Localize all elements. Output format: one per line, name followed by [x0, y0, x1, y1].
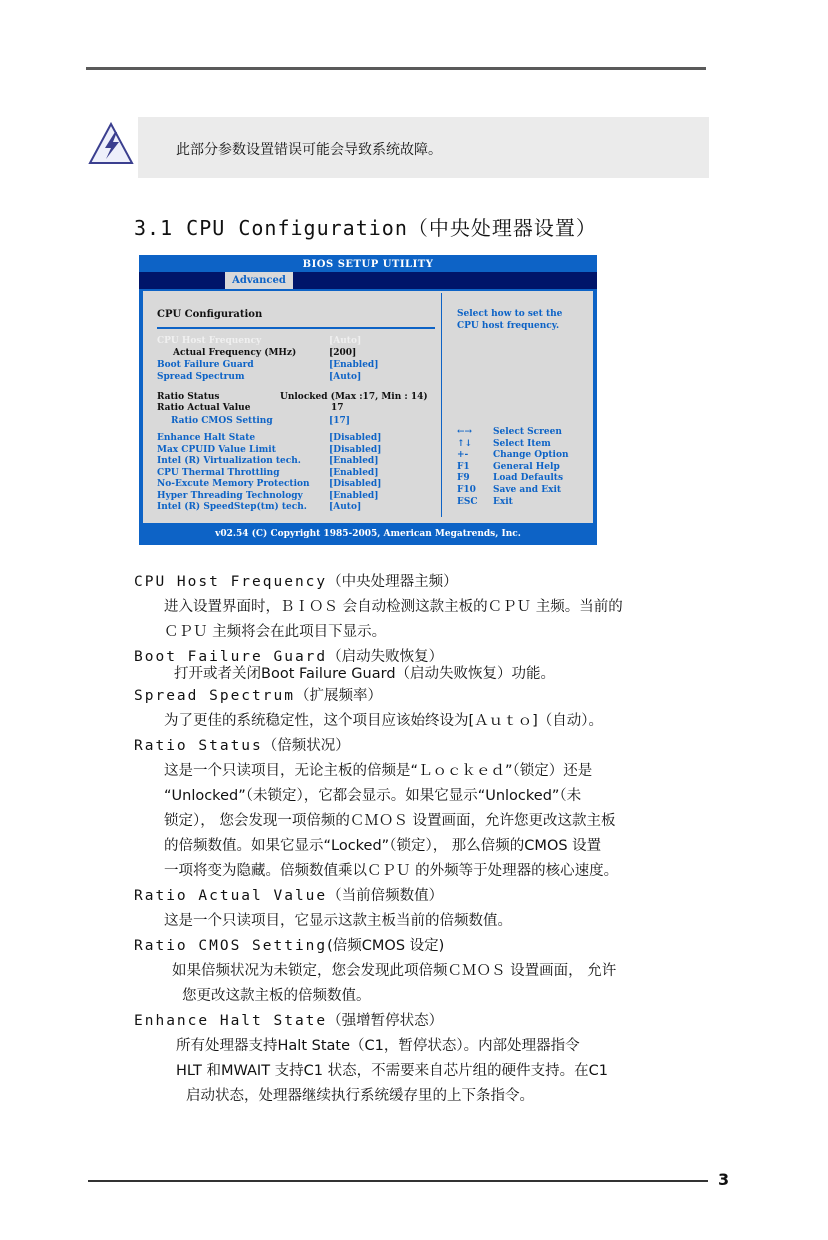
bios-tab-advanced[interactable]: Advanced — [225, 272, 293, 289]
body-line: 这是一个只读项目，无论主板的倍频是“Ｌｏｃｋｅｄ”（锁定）还是 — [164, 763, 593, 779]
body-line: 进入设置界面时，ＢＩＯＳ 会自动检测这款主板的ＣＰＵ 主频。当前的 — [164, 599, 623, 615]
key-row — [457, 450, 569, 462]
bios-row-label: Ratio Status — [157, 392, 220, 402]
term-heading — [134, 934, 444, 955]
bios-row-value[interactable]: [Auto] — [329, 502, 362, 512]
bios-row-label[interactable]: Intel (R) SpeedStep(tm) tech. — [157, 502, 307, 512]
bios-footer: v02.54 (C) Copyright 1985-2005, American Megatrends, Inc. — [215, 529, 521, 539]
term-name: Enhance Halt State — [134, 1013, 328, 1029]
term-title: （扩展频率） — [294, 688, 382, 704]
body-line: 所有处理器支持Halt State（C1，暂停状态）。内部处理器指令 — [176, 1038, 580, 1054]
bios-row-value[interactable]: [Disabled] — [329, 445, 382, 455]
body-line: 如果倍频状况为未锁定，您会发现此项倍频ＣＭＯＳ 设置画面， 允许 — [172, 963, 617, 979]
key-label: F10 — [457, 484, 476, 495]
key-desc: Exit — [493, 496, 513, 507]
term-heading — [134, 734, 350, 755]
key-desc: Load Defaults — [493, 473, 564, 484]
body-line: 锁定）， 您会发现一项倍频的ＣＭＯＳ 设置画面，允许您更改这款主板 — [164, 813, 616, 829]
body-line: “Unlocked”（未锁定），它都会显示。如果它显示“Unlocked”（未 — [164, 788, 582, 804]
bios-row-label[interactable]: Enhance Halt State — [157, 433, 256, 443]
term-heading — [134, 884, 443, 905]
bios-row-value[interactable]: [Auto] — [329, 372, 362, 382]
section-title: 3.1 CPU Configuration（中央处理器设置） — [134, 216, 597, 240]
key-label: F9 — [457, 473, 470, 484]
bios-tabbar-left — [139, 272, 225, 289]
key-label: F1 — [457, 461, 470, 472]
bios-row-value: 17 — [331, 403, 344, 413]
bios-row-value[interactable]: [Enabled] — [329, 456, 379, 466]
bios-row-value: [200] — [329, 348, 357, 358]
key-row — [457, 439, 569, 451]
bios-row-label[interactable]: Boot Failure Guard — [157, 360, 254, 370]
top-rule — [86, 67, 706, 70]
term-heading — [134, 1009, 443, 1030]
term-title: （中央处理器主频） — [327, 574, 458, 590]
bios-row-label: Actual Frequency (MHz) — [173, 348, 297, 358]
term-title: （强增暂停状态） — [327, 1013, 444, 1029]
term-name: Boot Failure Guard — [134, 649, 328, 665]
bios-row-label[interactable]: CPU Host Frequency — [157, 336, 262, 346]
key-row — [457, 427, 569, 439]
term-name: Ratio CMOS Setting — [134, 938, 328, 954]
body-line: 您更改这款主板的倍频数值。 — [182, 988, 371, 1004]
term-heading — [134, 570, 458, 591]
term-heading — [134, 684, 382, 705]
page-number: 3 — [718, 1170, 730, 1189]
body-line: 一项将变为隐藏。倍频数值乘以ＣＰＵ 的外频等于处理器的核心速度。 — [164, 863, 619, 879]
bios-row-value[interactable]: [Enabled] — [329, 468, 379, 478]
bios-title: BIOS SETUP UTILITY — [302, 259, 434, 270]
bios-tabbar-right — [293, 272, 597, 289]
key-row — [457, 473, 569, 485]
bios-heading-rule — [157, 327, 435, 329]
bios-row-value[interactable]: [Enabled] — [329, 360, 379, 370]
key-row — [457, 462, 569, 474]
bios-row-label[interactable]: Max CPUID Value Limit — [157, 445, 276, 455]
warning-lightning-icon — [88, 121, 134, 167]
bios-row-label[interactable]: No-Excute Memory Protection — [157, 479, 310, 489]
bios-row-label[interactable]: CPU Thermal Throttling — [157, 468, 280, 478]
body-line: 打开或者关闭Boot Failure Guard（启动失败恢复）功能。 — [174, 666, 556, 682]
bios-heading: CPU Configuration — [157, 309, 263, 320]
key-label: ←→ — [457, 427, 473, 437]
warning-text: 此部分参数设置错误可能会导致系统故障。 — [176, 142, 442, 158]
body-line: HLT 和MWAIT 支持C1 状态，不需要来自芯片组的硬件支持。在C1 — [176, 1063, 608, 1079]
body-line: ＣＰＵ 主频将会在此项目下显示。 — [164, 624, 387, 640]
key-label: ESC — [457, 496, 478, 507]
key-desc: Change Option — [493, 450, 569, 461]
bios-row-label[interactable]: Intel (R) Virtualization tech. — [157, 456, 301, 466]
bios-row-label: Ratio Actual Value — [157, 403, 251, 413]
bios-help-text: Select how to set the CPU host frequency. — [457, 309, 563, 331]
bios-row-value: Unlocked (Max :17, Min : 14) — [280, 392, 428, 402]
term-name: CPU Host Frequency — [134, 574, 328, 590]
key-label: +- — [457, 450, 469, 461]
term-title: （倍频状况） — [262, 738, 350, 754]
bios-row-value[interactable]: [Enabled] — [329, 491, 379, 501]
bios-screenshot — [139, 255, 597, 545]
term-name: Spread Spectrum — [134, 688, 295, 704]
bios-row-value[interactable]: [17] — [329, 416, 351, 426]
key-row — [457, 485, 569, 497]
key-desc: General Help — [493, 461, 560, 472]
term-name: Ratio Actual Value — [134, 888, 328, 904]
key-desc: Save and Exit — [493, 484, 562, 495]
body-line: 这是一个只读项目，它显示这款主板当前的倍频数值。 — [164, 913, 512, 929]
bottom-rule — [88, 1180, 708, 1182]
bios-row-value[interactable]: [Disabled] — [329, 433, 382, 443]
key-desc: Select Screen — [493, 427, 562, 437]
bios-row-value[interactable]: [Auto] — [329, 336, 362, 346]
key-label: ↑↓ — [457, 438, 473, 449]
body-line: 的倍频数值。如果它显示“Locked”（锁定）， 那么倍频的CMOS 设置 — [164, 838, 602, 854]
term-title: （当前倍频数值） — [327, 888, 444, 904]
key-desc: Select Item — [493, 438, 551, 449]
bios-row-label[interactable]: Ratio CMOS Setting — [171, 416, 273, 426]
bios-row-label[interactable]: Spread Spectrum — [157, 372, 245, 382]
term-name: Ratio Status — [134, 738, 263, 754]
body-line: 为了更佳的系统稳定性，这个项目应该始终设为[Ａｕｔｏ]（自动）。 — [164, 713, 604, 729]
body-line: 启动状态，处理器继续执行系统缓存里的上下条指令。 — [186, 1088, 534, 1104]
bios-divider — [441, 293, 442, 517]
bios-row-label[interactable]: Hyper Threading Technology — [157, 491, 303, 501]
term-title: （启动失败恢复） — [327, 649, 444, 665]
bios-row-value[interactable]: [Disabled] — [329, 479, 382, 489]
bios-key-legend — [457, 427, 569, 508]
term-title: (倍频CMOS 设定) — [327, 938, 445, 954]
key-row — [457, 497, 569, 509]
